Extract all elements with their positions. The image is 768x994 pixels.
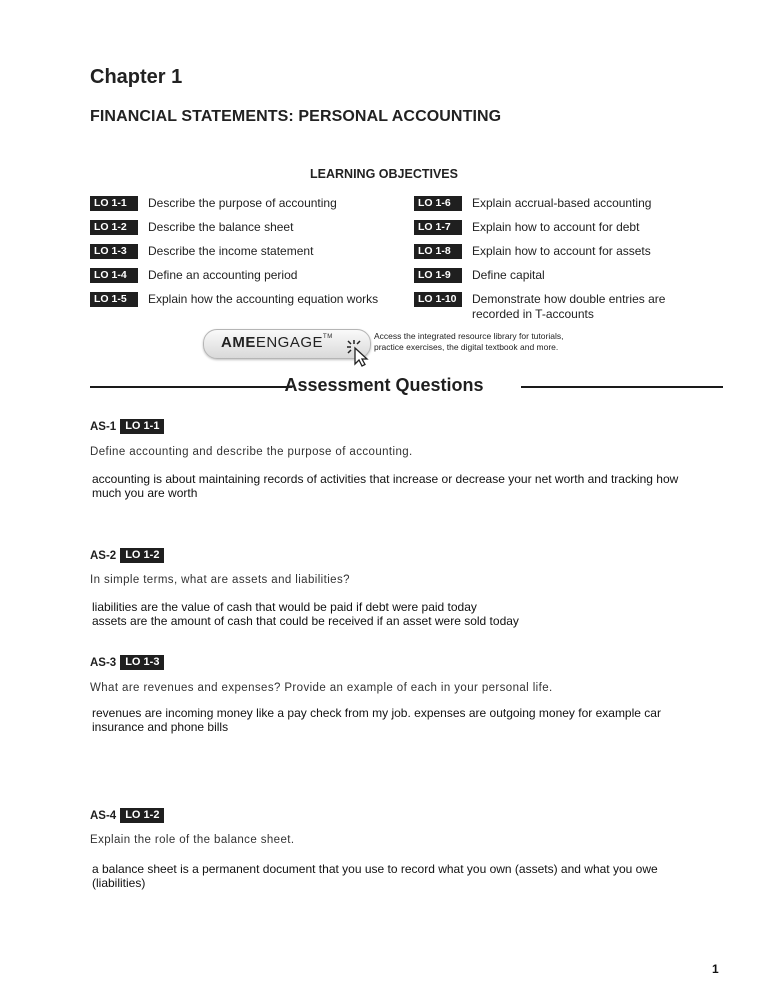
- lo-item: [414, 268, 665, 292]
- answer-line: a balance sheet is a permanent document that you use to record what you own (assets) and what you owe: [92, 862, 658, 876]
- assessment-title: Assessment Questions: [284, 375, 484, 395]
- answer-line: insurance and phone bills: [92, 720, 229, 734]
- lo-badge: LO 1-1: [120, 419, 164, 434]
- ame-engage-logo: [221, 334, 333, 351]
- ame-desc-line: practice exercises, the digital textbook and more.: [374, 342, 559, 352]
- ame-logo-bold: AME: [221, 334, 256, 351]
- lo-item: [90, 268, 378, 292]
- lo-item: [414, 220, 665, 244]
- answer-field[interactable]: [92, 600, 722, 628]
- lo-badge: LO 1-3: [90, 244, 138, 259]
- lo-list-right: [414, 196, 665, 322]
- lo-badge: LO 1-4: [90, 268, 138, 283]
- page-number: 1: [712, 962, 719, 976]
- divider-right: [521, 386, 723, 388]
- lo-item: [90, 220, 378, 244]
- lo-badge: LO 1-10: [414, 292, 462, 307]
- lo-badge: LO 1-1: [90, 196, 138, 211]
- lo-text-line: recorded in T-accounts: [472, 307, 594, 321]
- question-text: Define accounting and describe the purpose of accounting.: [90, 446, 413, 458]
- lo-badge: LO 1-8: [414, 244, 462, 259]
- question-label: [90, 419, 164, 434]
- lo-text: Explain how the accounting equation works: [148, 292, 379, 306]
- question-id: AS-1: [90, 420, 117, 433]
- lo-text: Explain how to account for assets: [472, 244, 651, 258]
- lo-text: Define an accounting period: [148, 268, 298, 282]
- lo-item: [90, 292, 378, 316]
- answer-field[interactable]: [92, 706, 722, 734]
- lo-badge: LO 1-9: [414, 268, 462, 283]
- lo-badge: LO 1-2: [90, 220, 138, 235]
- lo-badge: LO 1-2: [120, 808, 164, 823]
- lo-text: Explain accrual-based accounting: [472, 196, 652, 210]
- lo-text: Describe the balance sheet: [148, 220, 294, 234]
- answer-line: (liabilities): [92, 876, 146, 890]
- lo-badge: LO 1-2: [120, 548, 164, 563]
- lo-item: [414, 244, 665, 268]
- answer-field[interactable]: [92, 472, 722, 500]
- lo-text: Explain how to account for debt: [472, 220, 640, 234]
- question-id: AS-2: [90, 549, 117, 562]
- cursor-click-icon: [345, 338, 373, 368]
- question-label: [90, 655, 164, 670]
- lo-item: [90, 244, 378, 268]
- lo-badge: LO 1-7: [414, 220, 462, 235]
- lo-text: Describe the income statement: [148, 244, 314, 258]
- question-text: What are revenues and expenses? Provide an example of each in your personal life.: [90, 682, 553, 694]
- question-text: Explain the role of the balance sheet.: [90, 834, 295, 846]
- learning-objectives-heading: LEARNING OBJECTIVES: [310, 167, 458, 181]
- ame-desc-line: Access the integrated resource library for tutorials,: [374, 331, 564, 341]
- question-text: In simple terms, what are assets and liabilities?: [90, 574, 350, 586]
- answer-line: assets are the amount of cash that could be received if an asset were sold today: [92, 614, 519, 628]
- question-label: [90, 808, 164, 823]
- question-label: [90, 548, 164, 563]
- lo-badge: LO 1-3: [120, 655, 164, 670]
- answer-line: liabilities are the value of cash that would be paid if debt were paid today: [92, 600, 477, 614]
- lo-item: [90, 196, 378, 220]
- answer-line: revenues are incoming money like a pay check from my job. expenses are outgoing money for example car: [92, 706, 661, 720]
- lo-text-line: Demonstrate how double entries are: [472, 292, 666, 306]
- lo-text: Describe the purpose of accounting: [148, 196, 337, 210]
- lo-list-left: [90, 196, 378, 316]
- question-id: AS-4: [90, 809, 117, 822]
- lo-text: [472, 292, 665, 322]
- ame-engage-description: [374, 331, 614, 353]
- lo-badge: LO 1-6: [414, 196, 462, 211]
- lo-item: [414, 196, 665, 220]
- ame-logo-light: ENGAGE: [255, 334, 324, 351]
- chapter-title: FINANCIAL STATEMENTS: PERSONAL ACCOUNTING: [90, 108, 502, 125]
- chapter-label: Chapter 1: [90, 66, 183, 88]
- question-id: AS-3: [90, 656, 117, 669]
- lo-item: [414, 292, 665, 322]
- answer-line: much you are worth: [92, 486, 198, 500]
- lo-text: Define capital: [472, 268, 545, 282]
- lo-badge: LO 1-5: [90, 292, 138, 307]
- answer-field[interactable]: [92, 862, 722, 890]
- answer-line: accounting is about maintaining records of activities that increase or decrease your net worth and tracking how: [92, 472, 679, 486]
- ame-logo-tm: TM: [323, 334, 333, 340]
